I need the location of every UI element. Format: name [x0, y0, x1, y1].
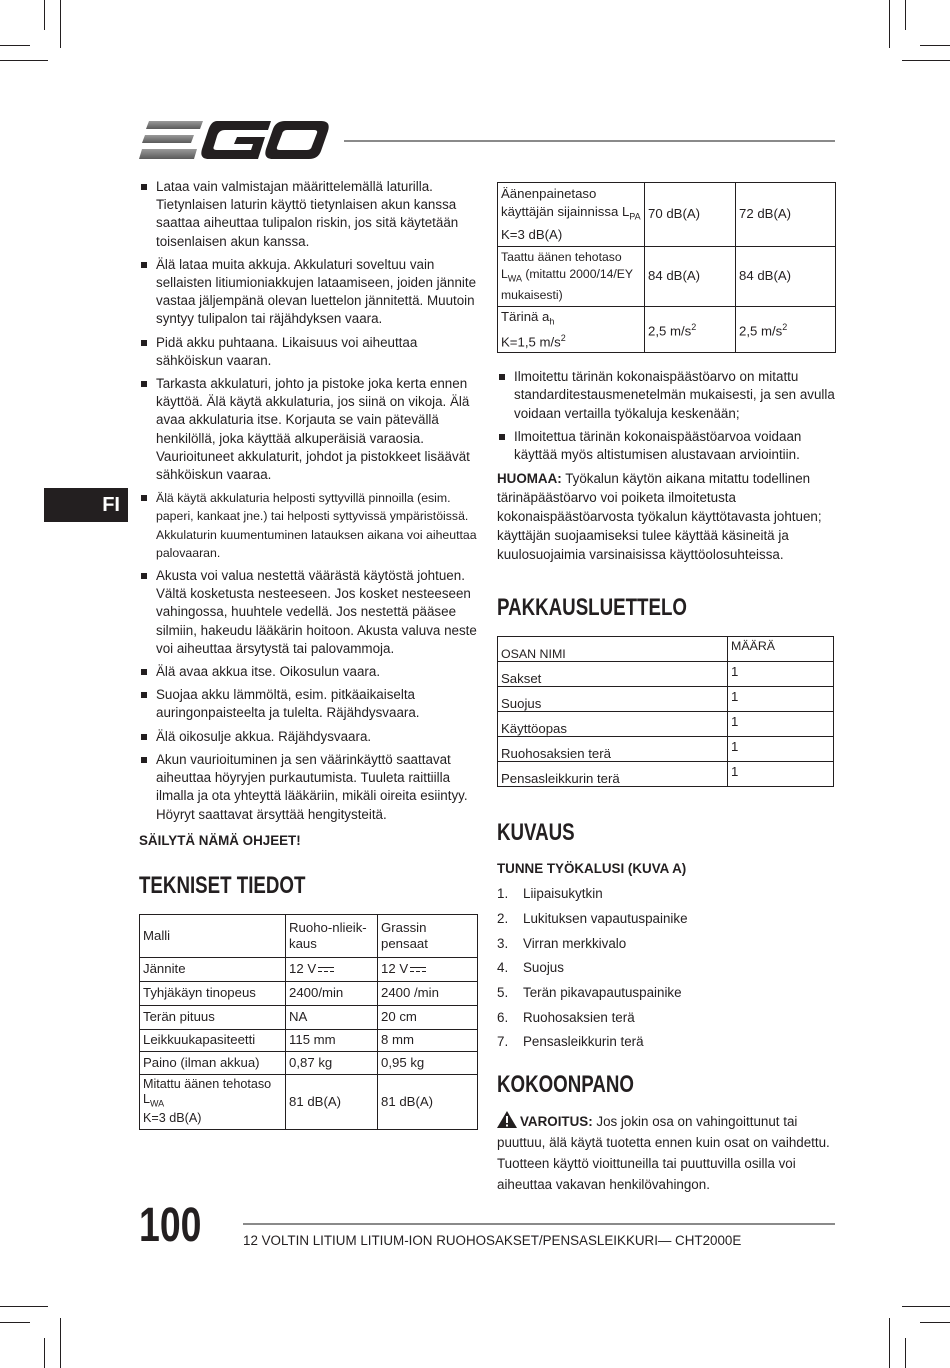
- table-row: [140, 1051, 478, 1074]
- list-item: [497, 907, 835, 932]
- table-cell: Malli: [140, 914, 286, 957]
- crop-mark: [920, 45, 950, 46]
- left-column: [139, 178, 477, 1130]
- crop-mark: [60, 0, 61, 48]
- cell-text: 2,5 m/s: [648, 323, 692, 339]
- table-row: [498, 183, 836, 247]
- table-cell: [736, 307, 836, 353]
- item-text: Terän pikavapautuspainike: [523, 984, 682, 1000]
- table-row: [140, 914, 478, 957]
- crop-mark: [905, 1338, 906, 1368]
- cell-text: K=1,5 m/s: [501, 334, 561, 350]
- cell-superscript: 2: [691, 322, 697, 333]
- noise-tolerance: K=3 dB(A): [143, 1111, 202, 1126]
- table-cell: [498, 183, 645, 247]
- cell-text: Tärinä a: [501, 309, 550, 325]
- table-row: [498, 307, 836, 353]
- voltage-value: 12 V: [289, 961, 317, 977]
- item-text: Lukituksen vapautuspainike: [523, 910, 688, 926]
- warning-text: Jos jokin osa on vahingoittunut tai puuttuu, älä käytä tuotetta ennen kuin osat on vaihdettu. Tuotteen käyttö vioittuneilla tai puuttuvilla osilla voi aiheuttaa vakavan henkilövahingon.: [497, 1114, 830, 1193]
- list-item: [497, 882, 835, 907]
- warning-label: VAROITUS:: [520, 1114, 593, 1130]
- table-cell: 8 mm: [378, 1029, 478, 1051]
- table-cell: Ruoho-nlieik-kaus: [286, 914, 378, 957]
- table-cell: Suojus: [498, 687, 728, 712]
- table-cell: [286, 957, 378, 981]
- table-cell: OSAN NIMI: [498, 637, 728, 662]
- tech-heading: TEKNISET TIEDOT: [139, 871, 306, 899]
- table-cell: Paino (ilman akkua): [140, 1051, 286, 1074]
- table-cell: Tyhjäkäyn tinopeus: [140, 981, 286, 1005]
- language-tab: FI: [44, 488, 128, 522]
- crop-mark: [920, 1322, 950, 1323]
- table-cell: 70 dB(A): [645, 183, 736, 247]
- crop-mark: [0, 45, 30, 46]
- item-number: 5.: [497, 984, 509, 1000]
- crop-mark: [44, 1338, 45, 1368]
- table-cell: 0,95 kg: [378, 1051, 478, 1074]
- table-cell: MÄÄRÄ: [728, 637, 834, 662]
- ego-logo: [139, 119, 329, 161]
- header-rule: [344, 140, 835, 142]
- vibration-bullet-list: [497, 368, 835, 464]
- table-row: [498, 762, 834, 787]
- table-cell: NA: [286, 1005, 378, 1029]
- save-instructions: SÄILYTÄ NÄMÄ OHJEET!: [139, 832, 301, 848]
- item-text: Ruohosaksien terä: [523, 1009, 635, 1025]
- crop-mark: [902, 60, 950, 61]
- safety-bullet-list: [139, 178, 477, 824]
- noise-label: Mitattu äänen tehotaso: [143, 1076, 272, 1091]
- table-cell: [498, 307, 645, 353]
- list-item: Lataa vain valmistajan määrittelemällä laturilla. Tietynlaisen laturin käyttö tietynlaisen akun kanssa saattaa aiheuttaa tulipalon riskin, jos sitä käytetään toisenlaisen akun kanssa.: [139, 178, 477, 251]
- table-cell: Sakset: [498, 662, 728, 687]
- item-text: Pensasleikkurin terä: [523, 1034, 644, 1050]
- table-cell: 20 cm: [378, 1005, 478, 1029]
- table-cell: Grassin pensaat: [378, 914, 478, 957]
- table-row: [140, 1029, 478, 1051]
- cell-text: 2,5 m/s: [739, 323, 783, 339]
- list-item: Ilmoitettu tärinän kokonaispäästöarvo on mitattu standarditestausmenetelmän mukaisesti, ja sen avulla voidaan vertailla työkaluja keskenään;: [497, 368, 835, 423]
- description-subheading: TUNNE TYÖKALUSI (KUVA A): [497, 861, 687, 877]
- cell-text: (mitattu 2000/14/EY: [521, 266, 634, 281]
- assembly-heading: KOKOONPANO: [497, 1071, 634, 1099]
- table-row: [140, 1005, 478, 1029]
- table-cell: 81 dB(A): [286, 1074, 378, 1129]
- table-cell: 115 mm: [286, 1029, 378, 1051]
- list-item: Älä oikosulje akkua. Räjähdysvaara.: [139, 728, 477, 746]
- table-cell: [140, 1074, 286, 1129]
- cell-subscript: WA: [507, 273, 522, 284]
- warning-paragraph: [497, 1111, 835, 1195]
- table-cell: 1: [728, 762, 834, 787]
- item-number: 3.: [497, 935, 509, 951]
- table-cell: 2400/min: [286, 981, 378, 1005]
- crop-mark: [44, 0, 45, 30]
- table-cell: Jännite: [140, 957, 286, 981]
- dc-current-icon: [410, 967, 426, 973]
- list-item: Ilmoitettua tärinän kokonaispäästöarvoa voidaan käyttää myös altistumisen alustavaan arviointiin.: [497, 428, 835, 464]
- table-cell: 2400 /min: [378, 981, 478, 1005]
- list-item: Pidä akku puhtaana. Likaisuus voi aiheuttaa sähköiskun vaaran.: [139, 334, 477, 370]
- table-row: [140, 981, 478, 1005]
- list-item: Akusta voi valua nestettä väärästä käytöstä johtuen. Vältä kosketusta nesteeseen. Jos kosket nesteeseen vahingossa, huuhtele vedellä. Jos nestettä pääsee silmiin, hakeudu lääkärin hoitoon. Akusta valuva neste voi aiheuttaa ärsytystä tai palovammoja.: [139, 567, 477, 658]
- table-cell: 72 dB(A): [736, 183, 836, 247]
- crop-mark: [60, 1318, 61, 1368]
- crop-mark: [889, 0, 890, 48]
- cell-subscript: h: [549, 316, 555, 327]
- table-cell: [498, 246, 645, 306]
- crop-mark: [0, 60, 48, 61]
- item-text: Suojus: [523, 960, 564, 976]
- dc-current-icon: [318, 967, 334, 973]
- table-row: [140, 1074, 478, 1129]
- table-cell: 81 dB(A): [378, 1074, 478, 1129]
- table-row: [498, 662, 834, 687]
- cell-text: Taattu äänen tehotaso: [501, 249, 622, 264]
- list-item: [497, 1006, 835, 1031]
- cell-text: K=3 dB(A): [501, 226, 563, 242]
- cell-superscript: 2: [560, 332, 566, 343]
- table-cell: Ruohosaksien terä: [498, 737, 728, 762]
- table-row: [140, 957, 478, 981]
- table-cell: 84 dB(A): [736, 246, 836, 306]
- item-number: 6.: [497, 1009, 509, 1025]
- crop-mark: [0, 1306, 48, 1307]
- list-item: Älä lataa muita akkuja. Akkulaturi soveltuu vain sellaisten litiumioniakkujen lataamiseen, joiden jännite vastaa jäljempänä olevan luettelon jännitettä. Muutoin syntyy tulipalon tai räjähdyksen vaara.: [139, 256, 477, 329]
- pack-heading: PAKKAUSLUETTELO: [497, 594, 687, 622]
- right-column: [497, 182, 835, 1195]
- cell-text: L: [501, 266, 508, 281]
- item-number: 7.: [497, 1034, 509, 1050]
- packing-list-table: [497, 636, 834, 787]
- table-cell: 84 dB(A): [645, 246, 736, 306]
- item-number: 2.: [497, 910, 509, 926]
- table-cell: [378, 957, 478, 981]
- table-cell: Terän pituus: [140, 1005, 286, 1029]
- noise-symbol: L: [143, 1091, 151, 1106]
- table-cell: 0,87 kg: [286, 1051, 378, 1074]
- item-text: Liipaisukytkin: [523, 886, 603, 902]
- list-item: Älä avaa akkua itse. Oikosulun vaara.: [139, 663, 477, 681]
- parts-list: [497, 882, 835, 1055]
- voltage-value: 12 V: [381, 961, 409, 977]
- list-item: [497, 932, 835, 957]
- table-cell: 1: [728, 712, 834, 737]
- cell-text: Äänenpainetaso: [501, 186, 597, 201]
- item-number: 1.: [497, 886, 509, 902]
- list-item: Älä käytä akkulaturia helposti syttyvillä pinnoilla (esim. paperi, kankaat jne.) tai helposti syttyvissä ympäristöissä. Akkulaturin kuumentuminen latauksen aikana voi aiheuttaa palovaaran.: [139, 489, 477, 562]
- tech-spec-table: [139, 914, 478, 1130]
- table-cell: 1: [728, 687, 834, 712]
- crop-mark: [889, 1318, 890, 1368]
- footer-title: 12 VOLTIN LITIUM LITIUM-ION RUOHOSAKSET/PENSASLEIKKURI— CHT2000E: [243, 1233, 742, 1248]
- table-row: [498, 637, 834, 662]
- table-cell: 1: [728, 662, 834, 687]
- cell-superscript: 2: [782, 322, 788, 333]
- crop-mark: [902, 1306, 950, 1307]
- table-cell: Käyttöopas: [498, 712, 728, 737]
- list-item: [497, 981, 835, 1006]
- cell-text: mukaisesti): [501, 288, 563, 303]
- table-row: [498, 246, 836, 306]
- cell-text: käyttäjän sijainnissa L: [501, 204, 630, 219]
- note-label: HUOMAA:: [497, 471, 562, 487]
- list-item: Akun vaurioituminen ja sen väärinkäyttö saattavat aiheuttaa höyryjen purkautumista. Tuuleta raittiilla ilmalla ja ota yhteyttä lääkäriin, mikäli oireita esiintyy. Höyryt saattavat ärsyttää hengitysteitä.: [139, 751, 477, 824]
- table-row: [498, 687, 834, 712]
- table-cell: [645, 307, 736, 353]
- table-row: [498, 712, 834, 737]
- sound-vibration-table: [497, 182, 836, 353]
- list-item: Tarkasta akkulaturi, johto ja pistoke joka kerta ennen käyttöä. Älä käytä akkulaturia, jos siinä on vikoja. Älä avaa akkulaturia itse. Korjauta se vain pätevällä henkilöllä, joka käyttää alkuperäisiä varaosia. Vaurioituneet akkulaturit, johdot ja pistokkeet lisäävät sähköiskun vaaraa.: [139, 375, 477, 484]
- footer-rule: [243, 1223, 835, 1225]
- warning-triangle-icon: [497, 1111, 517, 1128]
- note-paragraph: [497, 469, 835, 564]
- noise-subscript: WA: [150, 1098, 165, 1109]
- page-number: 100: [139, 1199, 202, 1252]
- list-item: [497, 1030, 835, 1055]
- note-text: Työkalun käytön aikana mitattu todellinen tärinäpäästöarvo voi poiketa ilmoitetusta kokonaispäästöarvosta työkalun käyttötavasta johtuen; käyttäjän suojaamiseksi tulee käyttää käsineitä ja kuulosuojaimia varsinaisissa käyttöolosuhteissa.: [497, 471, 822, 563]
- item-text: Virran merkkivalo: [523, 935, 627, 951]
- table-cell: 1: [728, 737, 834, 762]
- crop-mark: [905, 0, 906, 30]
- list-item: [497, 956, 835, 981]
- table-cell: Leikkuukapasiteetti: [140, 1029, 286, 1051]
- item-number: 4.: [497, 960, 509, 976]
- table-cell: Pensasleikkurin terä: [498, 762, 728, 787]
- crop-mark: [0, 1322, 30, 1323]
- cell-subscript: PA: [629, 211, 641, 222]
- table-row: [498, 737, 834, 762]
- description-heading: KUVAUS: [497, 819, 575, 847]
- list-item: Suojaa akku lämmöltä, esim. pitkäaikaiselta auringonpaisteelta ja tulelta. Räjähdysvaara.: [139, 686, 477, 722]
